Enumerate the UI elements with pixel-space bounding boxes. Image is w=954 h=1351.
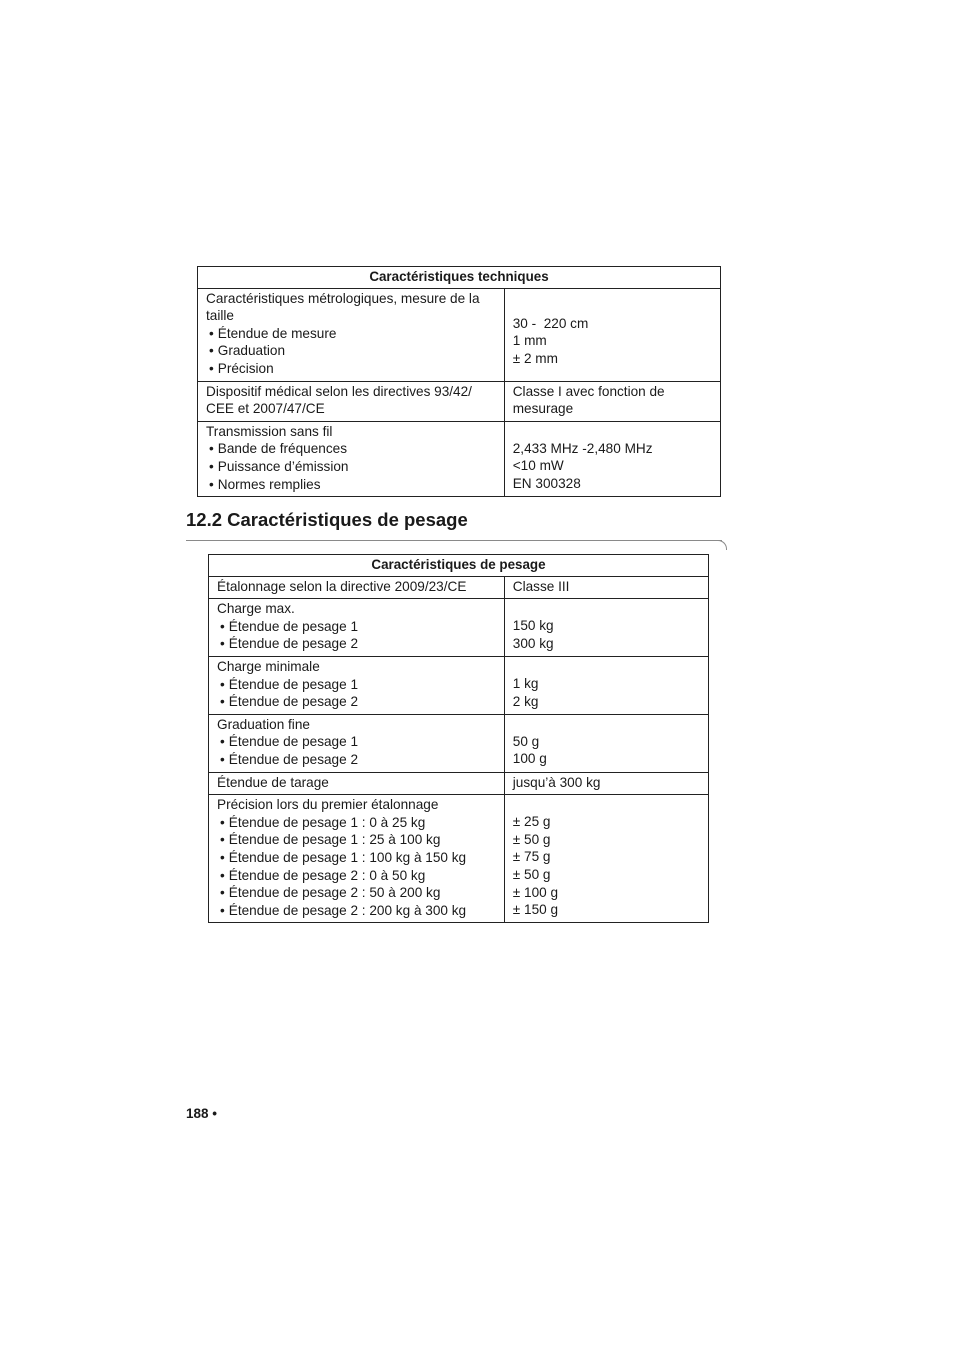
spec-bullet: • Étendue de pesage 1 [217, 618, 496, 636]
spec-bullet: • Étendue de pesage 2 : 200 kg à 300 kg [217, 902, 496, 920]
spec-value: 2 kg [512, 693, 539, 709]
spec-label-cell [198, 288, 505, 381]
spec-value: 50 g [512, 733, 540, 749]
spec-bullet: • Étendue de mesure [206, 325, 496, 343]
spec-value: jusqu’à 300 kg [512, 774, 601, 790]
spec-bullet: • Étendue de pesage 2 [217, 635, 496, 653]
table-row [209, 576, 709, 599]
spec-value: ± 75 g [512, 849, 551, 865]
spec-bullet: • Graduation [206, 342, 496, 360]
spec-bullet: • Normes remplies [206, 476, 496, 494]
spec-value: ± 100 g [512, 884, 559, 900]
spec-bullet: • Étendue de pesage 1 : 100 kg à 150 kg [217, 849, 496, 867]
spec-value: ± 150 g [512, 902, 559, 918]
table-row [198, 421, 721, 496]
spec-title-cont: taille [206, 308, 234, 324]
spec-label-cell [209, 772, 505, 795]
page-number: 188 • [186, 1106, 218, 1121]
spec-value-cell [504, 288, 720, 381]
table-header-row [209, 555, 709, 577]
spec-label-cell [209, 656, 505, 714]
spec-title: Charge minimale [217, 658, 320, 674]
table-row [209, 599, 709, 657]
spec-title: Graduation fine [217, 716, 310, 732]
spec-value-cell [504, 599, 708, 657]
spec-title: Charge max. [217, 601, 295, 617]
spec-bullet: • Étendue de pesage 1 [217, 676, 496, 694]
spec-bullet: • Étendue de pesage 2 [217, 751, 496, 769]
spec-value-cell [504, 381, 720, 421]
spec-value-cell [504, 772, 708, 795]
table-row [209, 772, 709, 795]
spec-value: ± 50 g [512, 866, 551, 882]
heading-rule-corner [716, 540, 727, 550]
spec-value: ± 50 g [512, 831, 551, 847]
spec-bullet: • Puissance d’émission [206, 458, 496, 476]
heading-rule [186, 540, 722, 541]
spec-value: 150 kg [512, 618, 554, 634]
table-title: Caractéristiques de pesage [209, 555, 709, 577]
table-row [209, 714, 709, 772]
weighing-specs-table [208, 554, 709, 923]
spec-value: Classe I avec fonction de [512, 383, 665, 399]
spec-value: ± 2 mm [512, 350, 558, 366]
spec-label-cell [209, 576, 505, 599]
spec-value-cell [504, 421, 720, 496]
spec-value: Classe III [512, 578, 570, 594]
table-row [198, 381, 721, 421]
spec-label-cell [209, 599, 505, 657]
table-row [209, 795, 709, 923]
table-title: Caractéristiques techniques [198, 267, 721, 289]
spec-value-cell [504, 714, 708, 772]
spec-label-cell [209, 714, 505, 772]
spec-value: 30 - 220 cm [512, 315, 589, 331]
spec-label: Étendue de tarage [217, 774, 329, 790]
section-heading: 12.2 Caractéristiques de pesage [186, 509, 468, 530]
spec-value: 1 kg [512, 675, 539, 691]
spec-bullet: • Étendue de pesage 1 : 25 à 100 kg [217, 831, 496, 849]
spec-value: ± 25 g [512, 814, 551, 830]
spec-value: <10 mW [512, 458, 564, 474]
spec-bullet: • Étendue de pesage 2 : 0 à 50 kg [217, 867, 496, 885]
spec-label-cell [209, 795, 505, 923]
spec-value-cell [504, 576, 708, 599]
spec-value: 100 g [512, 751, 547, 767]
table-header-row [198, 267, 721, 289]
spec-value-cell [504, 656, 708, 714]
spec-bullet: • Précision [206, 360, 496, 378]
spec-title: Transmission sans fil [206, 423, 333, 439]
technical-specs-table [197, 266, 721, 497]
spec-label-cont: CEE et 2007/47/CE [206, 401, 325, 417]
table-row [198, 288, 721, 381]
spec-value-cont: mesurage [512, 401, 574, 417]
spec-label-cell [198, 381, 505, 421]
spec-title: Caractéristiques métrologiques, mesure de la [206, 290, 480, 306]
spec-bullet: • Étendue de pesage 2 [217, 693, 496, 711]
spec-label-cell [198, 421, 505, 496]
spec-label: Étalonnage selon la directive 2009/23/CE [217, 578, 467, 594]
spec-value: 1 mm [512, 333, 547, 349]
spec-value: 2,433 MHz -2,480 MHz [512, 440, 653, 456]
table-row [209, 656, 709, 714]
spec-value: EN 300328 [512, 475, 581, 491]
spec-bullet: • Étendue de pesage 1 : 0 à 25 kg [217, 814, 496, 832]
spec-value: 300 kg [512, 635, 554, 651]
spec-value-cell [504, 795, 708, 923]
spec-bullet: • Étendue de pesage 1 [217, 733, 496, 751]
spec-bullet: • Étendue de pesage 2 : 50 à 200 kg [217, 884, 496, 902]
spec-label: Dispositif médical selon les directives 93/42/ [206, 383, 472, 399]
spec-title: Précision lors du premier étalonnage [217, 797, 439, 813]
spec-bullet: • Bande de fréquences [206, 440, 496, 458]
